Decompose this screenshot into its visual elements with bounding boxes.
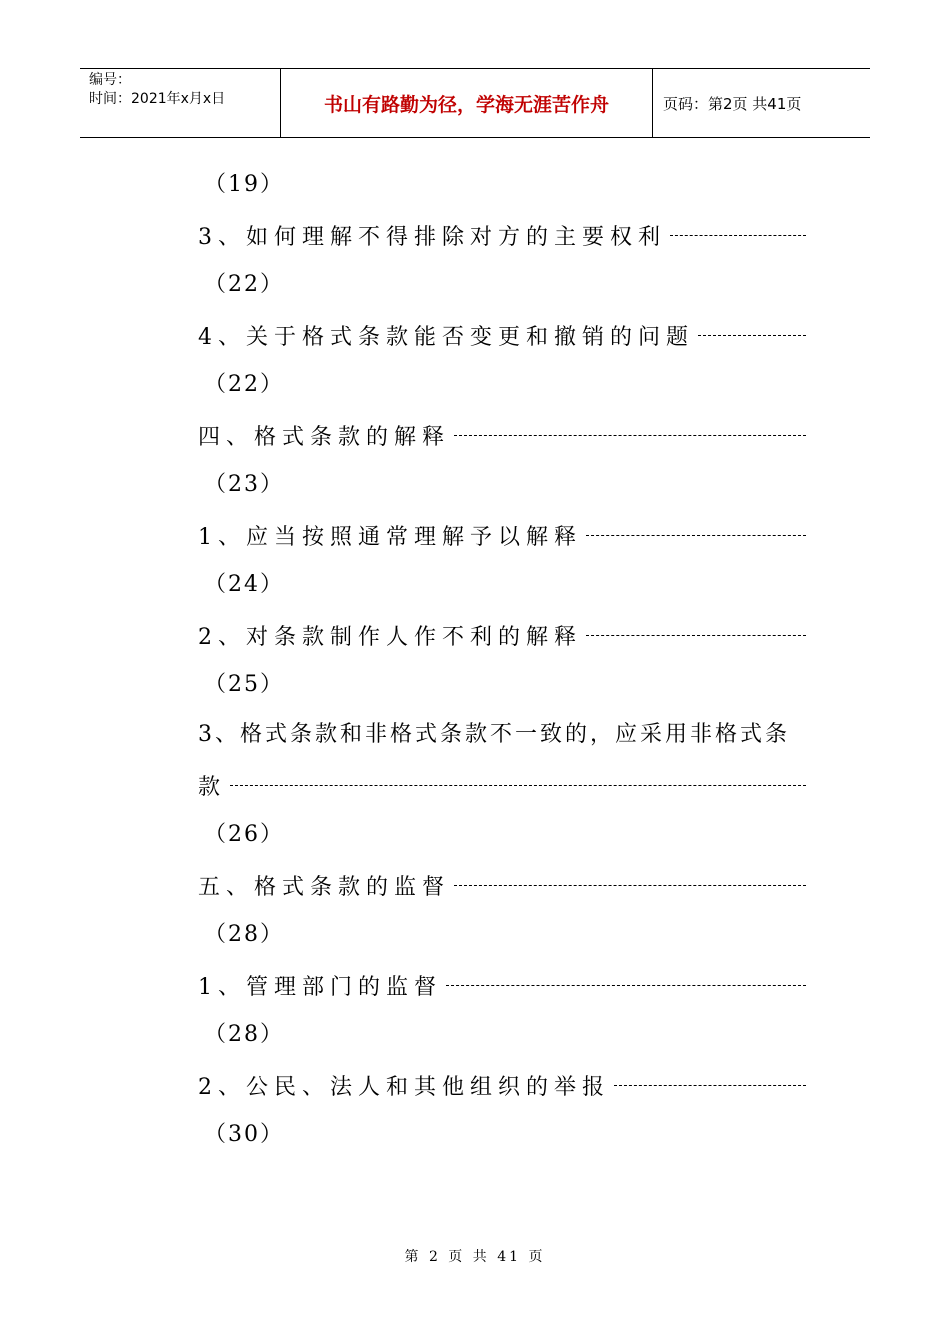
toc-entry (198, 1060, 806, 1110)
toc-entry-title: 四、格式条款的解释 (198, 424, 451, 450)
toc-leader (454, 435, 806, 436)
toc-entry (198, 760, 806, 810)
toc-entry-title: 1、管理部门的监督 (198, 974, 442, 1000)
toc-page-number: （25） (204, 672, 284, 697)
toc-entry-title: 五、格式条款的监督 (198, 874, 451, 900)
header-meta (80, 69, 281, 137)
toc-entry (198, 860, 806, 910)
toc-entry-title-line1: 3、格式条款和非格式条款不一致的，应采用非格式条 (198, 722, 790, 747)
toc-entry-title-line2: 款 (198, 774, 227, 800)
toc-leader (446, 985, 806, 986)
toc-entry-title: 2、公民、法人和其他组织的举报 (198, 1074, 610, 1100)
toc-entry-title: 2、对条款制作人作不利的解释 (198, 624, 582, 650)
page-header (80, 68, 870, 138)
toc-entry-title: 1、应当按照通常理解予以解释 (198, 524, 582, 550)
toc-entry-title: 4、关于格式条款能否变更和撤销的问题 (198, 324, 694, 350)
toc-page-number: （28） (204, 922, 284, 947)
toc-leader (230, 785, 806, 786)
toc-leader (614, 1085, 806, 1086)
page-footer: 第 2 页 共 41 页 (404, 1249, 546, 1265)
toc-page-number: （22） (204, 372, 284, 397)
toc-page-number: （26） (204, 822, 284, 847)
header-page-info: 页码：第2页 共41页 (663, 94, 802, 113)
toc-entry (198, 410, 806, 460)
toc-entry (198, 960, 806, 1010)
toc-page-number: （30） (204, 1122, 284, 1147)
toc-page-number: （19） (204, 172, 284, 197)
toc-entry (198, 510, 806, 560)
toc-page-number: （23） (204, 472, 284, 497)
toc-page-number: （22） (204, 272, 284, 297)
toc-leader (454, 885, 806, 886)
toc-entry-title: 3、如何理解不得排除对方的主要权利 (198, 224, 666, 250)
toc-leader (698, 335, 806, 336)
toc-page-number: （28） (204, 1022, 284, 1047)
number-label: 编号： (89, 72, 131, 88)
toc-leader (586, 535, 806, 536)
toc-entry (198, 610, 806, 660)
time-label: 时间：2021年x月x日 (89, 91, 226, 107)
toc-entry (198, 210, 806, 260)
toc-page-number: （24） (204, 572, 284, 597)
toc-leader (670, 235, 806, 236)
toc-leader (586, 635, 806, 636)
header-motto: 书山有路勤为径，学海无涯苦作舟 (281, 69, 653, 137)
toc-entry (198, 310, 806, 360)
table-of-contents (198, 160, 806, 1160)
